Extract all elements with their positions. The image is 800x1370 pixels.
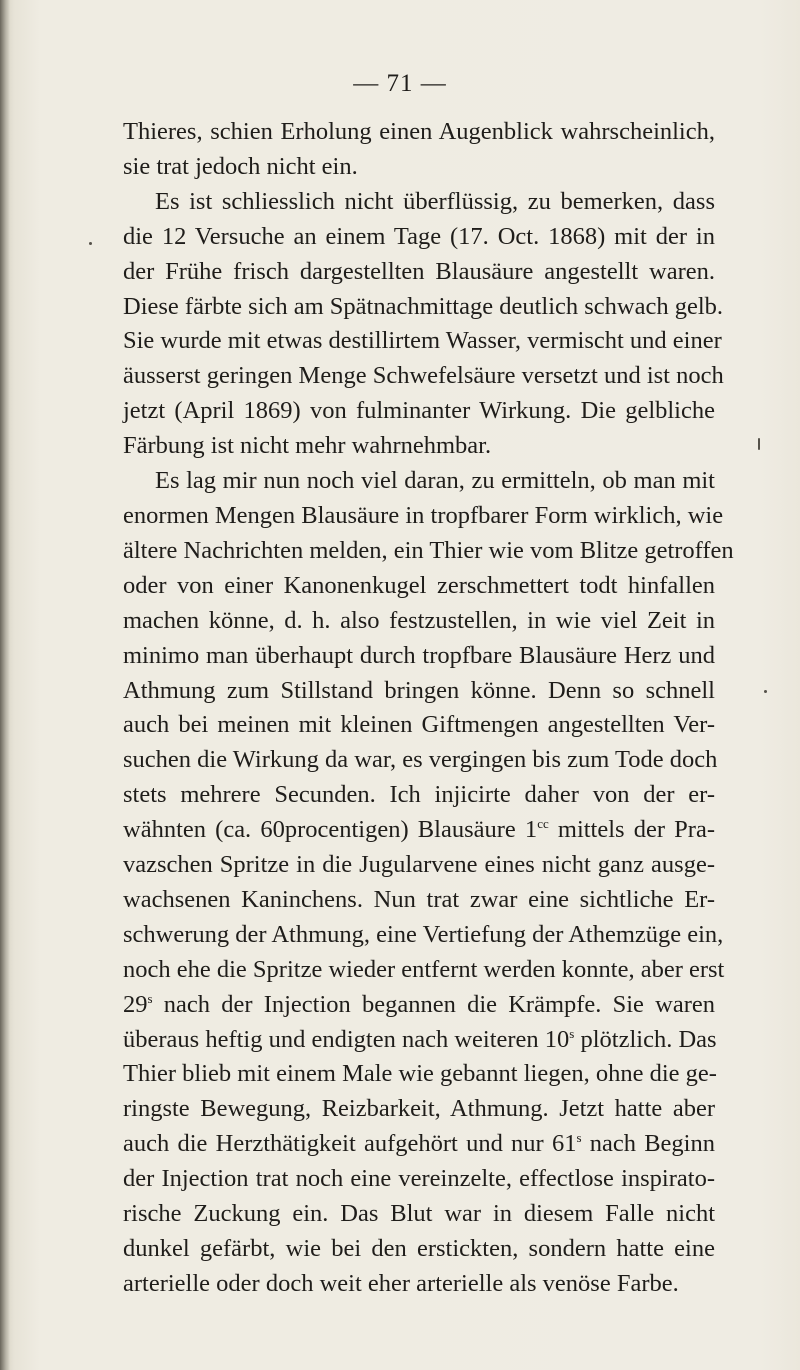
text-line: der Injection trat noch eine vereinzelte, effectlose inspirato- [123,1165,715,1193]
text-line: Färbung ist nicht mehr wahrnehmbar. [123,432,492,460]
text-line: 29$^s$ nach der Injection begannen die Krämpfe. Sie waren [123,990,715,1018]
text-line: äusserst geringen Menge Schwefelsäure versetzt und ist noch [123,362,724,390]
paper-speck [758,438,760,450]
text-line: machen könne, d. h. also festzustellen, in wie viel Zeit in [123,606,715,634]
paper-speck [764,690,767,693]
text-line: sie trat jedoch nicht ein. [123,152,358,180]
text-line: ältere Nachrichten melden, ein Thier wie vom Blitze getroffen [123,536,734,564]
text-line: Diese färbte sich am Spätnachmittage deutlich schwach gelb. [123,292,724,320]
body-text [123,115,734,1302]
text-line: wähnten (ca. 60procentigen) Blausäure $1^{cc}$ mittels der Pra- [123,816,715,844]
text-line: Athmung zum Stillstand bringen könne. Denn so schnell [123,676,715,704]
text-line: auch bei meinen mit kleinen Giftmengen angestellten Ver- [123,711,715,739]
text-line: Sie wurde mit etwas destillirtem Wasser, vermischt und einer [123,327,722,355]
text-line: überaus heftig und endigten nach weiteren 10$^s$ plötzlich. Das [123,1025,717,1053]
text-line: rische Zuckung ein. Das Blut war in diesem Falle nicht [123,1200,715,1228]
text-line: schwerung der Athmung, eine Vertiefung der Athemzüge ein, [123,920,724,948]
text-line: enormen Mengen Blausäure in tropfbarer Form wirklich, wie [123,501,724,529]
text-line: jetzt (April 1869) von fulminanter Wirkung. Die gelbliche [123,397,715,425]
page-number: — 71 — [353,70,447,97]
text-line: dunkel gefärbt, wie bei den erstickten, sondern hatte eine [123,1235,715,1262]
text-line: der Frühe frisch dargestellten Blausäure angestellt waren. [123,257,715,285]
text-line: oder von einer Kanonenkugel zerschmettert todt hinfallen [123,571,715,599]
text-line: minimo man überhaupt durch tropfbare Blausäure Herz und [123,641,715,669]
paper-speck [89,242,92,245]
text-line: Thieres, schien Erholung einen Augenblick wahrscheinlich, [123,118,715,145]
text-line: noch ehe die Spritze wieder entfernt werden konnte, aber erst [123,955,725,983]
binding-shadow [0,0,10,1370]
text-line: vazschen Spritze in die Jugularvene eines nicht ganz ausge- [123,851,715,879]
text-line: stets mehrere Secunden. Ich injicirte daher von der er- [123,781,715,809]
text-line: die 12 Versuche an einem Tage (17. Oct. 1868) mit der in [123,222,715,250]
text-line: auch die Herzthätigkeit aufgehört und nur 61$^s$ nach Beginn [123,1130,715,1158]
text-line: Es ist schliesslich nicht überflüssig, zu bemerken, dass [155,187,715,215]
text-line: ringste Bewegung, Reizbarkeit, Athmung. Jetzt hatte aber [123,1095,715,1123]
text-line: wachsenen Kaninchens. Nun trat zwar eine sichtliche Er- [123,885,715,913]
text-line: Thier blieb mit einem Male wie gebannt liegen, ohne die ge- [123,1060,717,1088]
text-line: Es lag mir nun noch viel daran, zu ermitteln, ob man mit [155,467,715,495]
text-line: suchen die Wirkung da war, es vergingen bis zum Tode doch [123,746,718,774]
text-line: arterielle oder doch weit eher arterielle als venöse Farbe. [123,1269,679,1297]
